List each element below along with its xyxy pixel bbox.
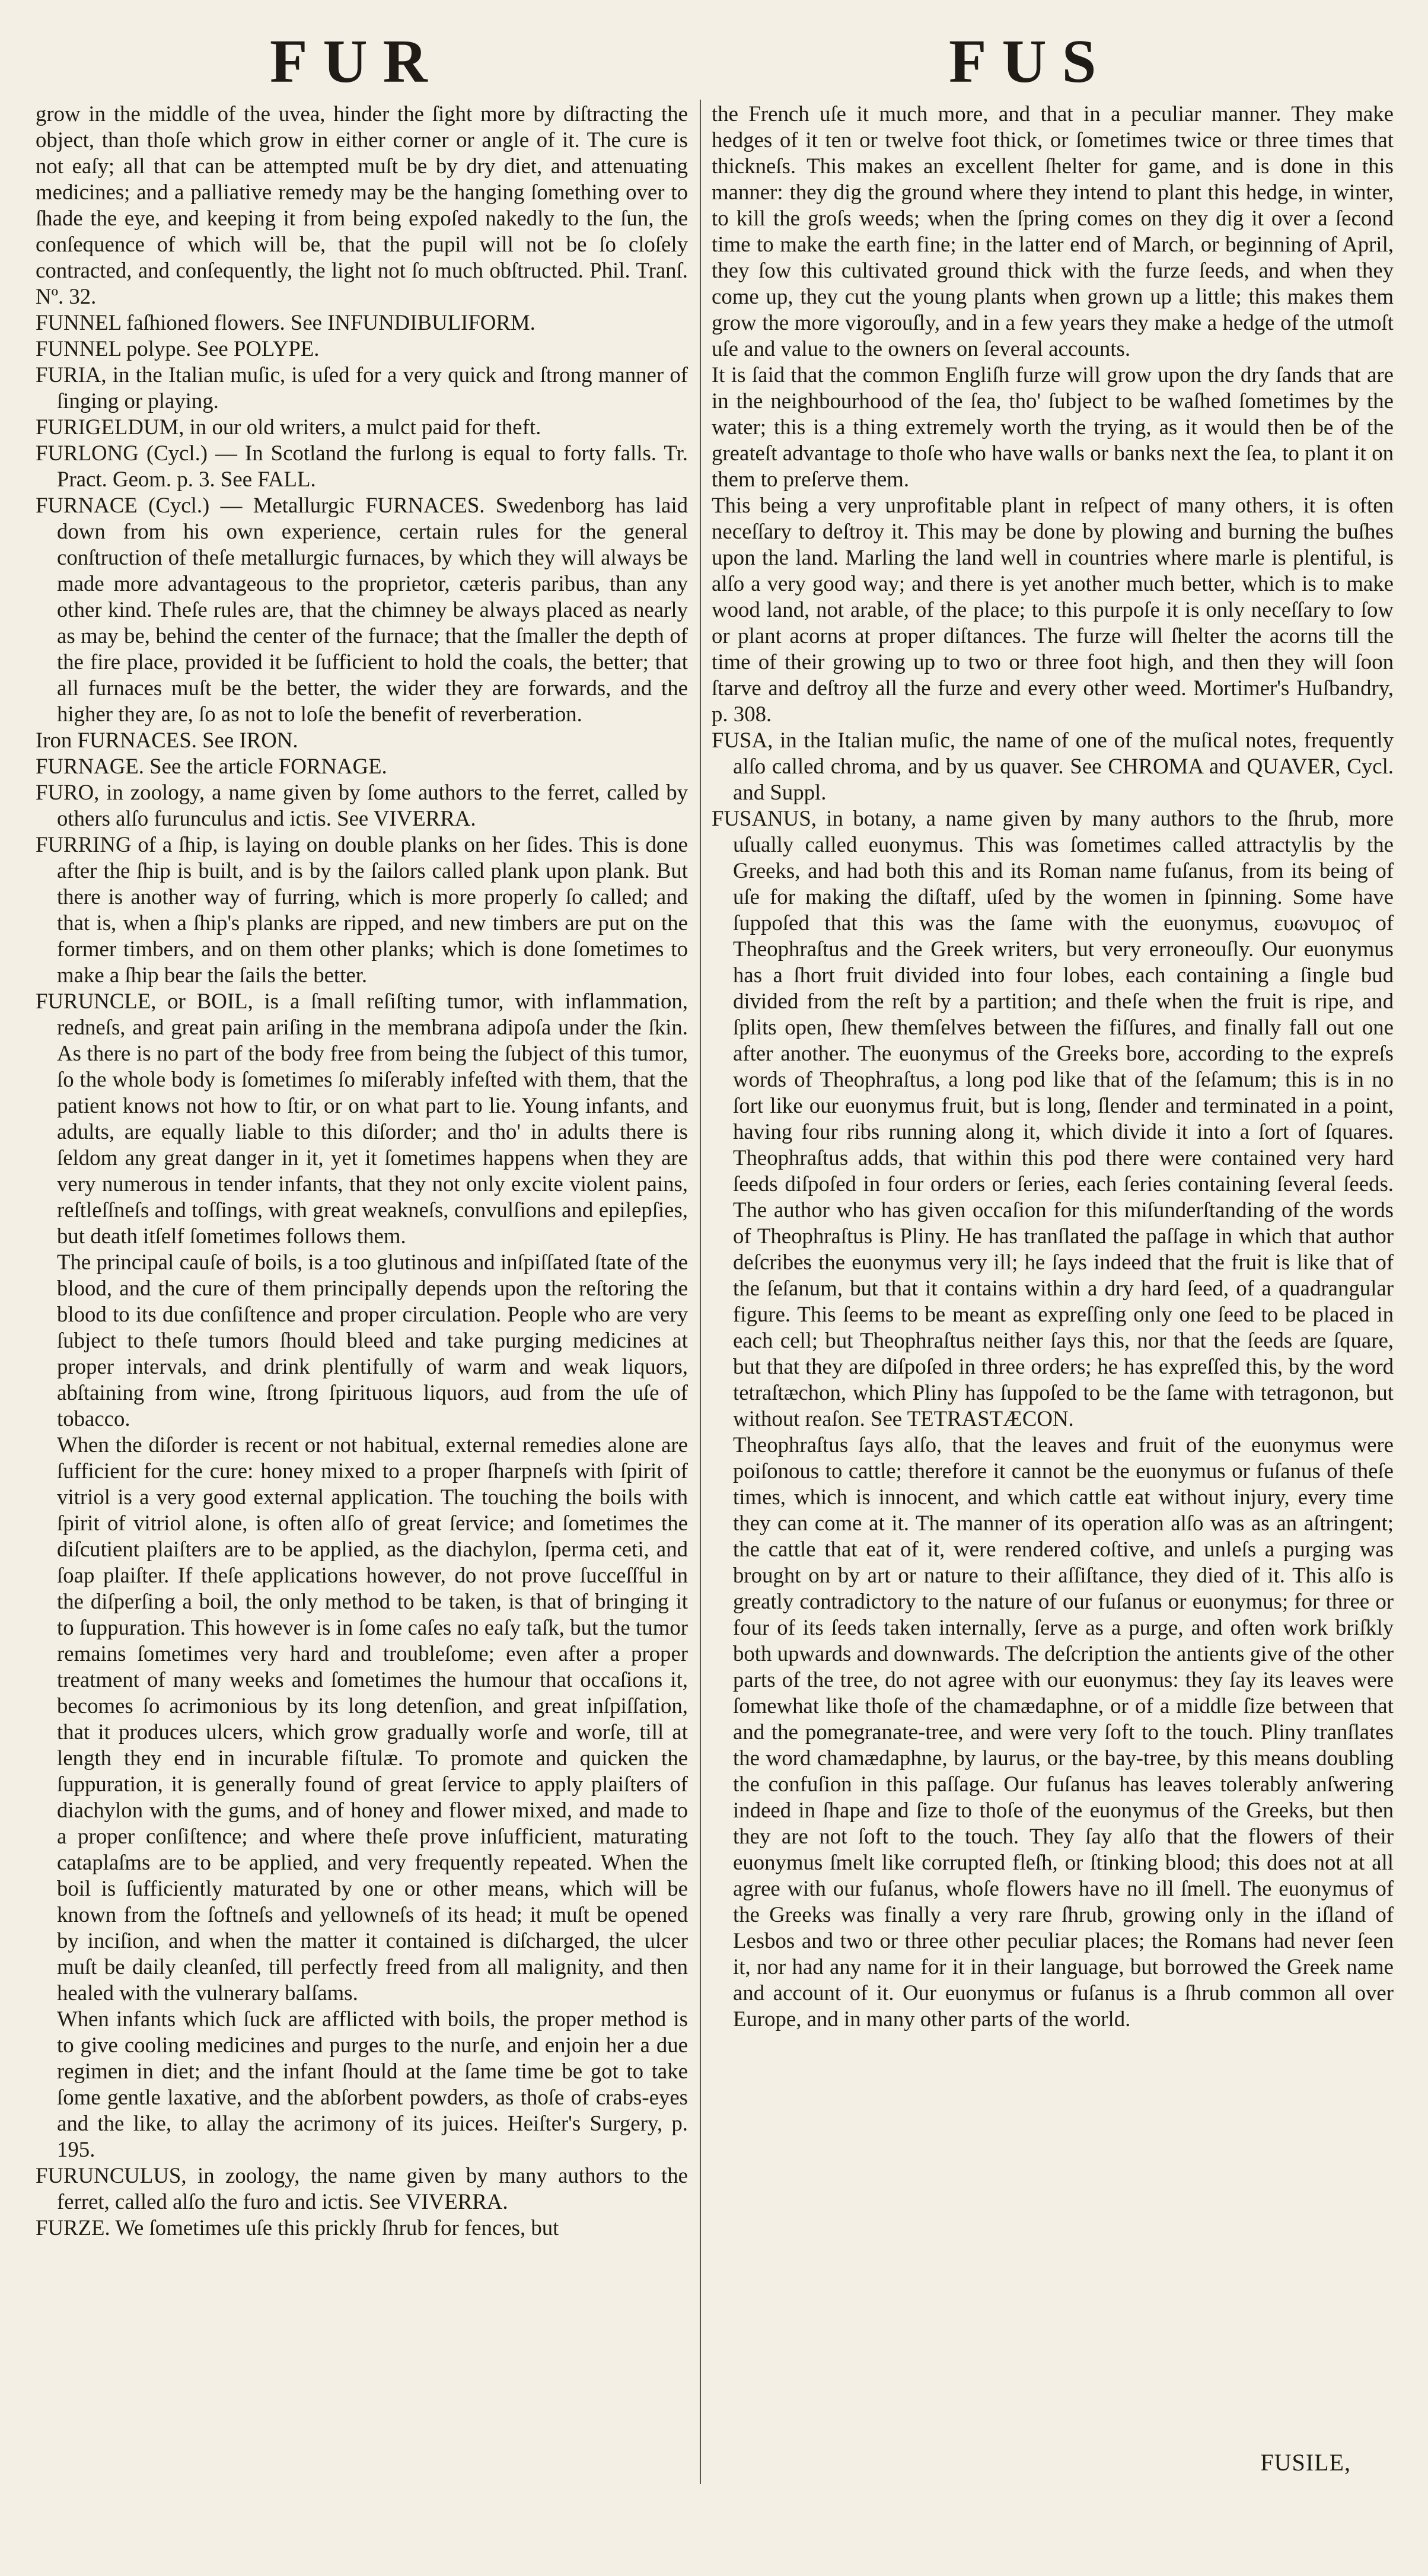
right-column	[712, 101, 1394, 2032]
paragraph: When infants which ſuck are afflicted with boils, the proper method is to give cooling medicines and purges to the nurſe, and enjoin her a due regimen in diet; and the infant ſhould at the ſame time be got to take ſome gentle laxative, and the abſorbent powders, as thoſe of crabs-eyes and the like, to allay the acrimony of its juices. Heiſter's Surgery, p. 195.	[57, 2007, 688, 2161]
entry-furlong: FURLONG (Cycl.) — In Scotland the furlong is equal to forty falls. Tr. Pract. Geom. p. 3. See FALL.	[36, 441, 688, 491]
entry-furuncle: FURUNCLE, or BOIL, is a ſmall reſiſting tumor, with inflammation, redneſs, and great pain ariſing in the membrana adipoſa under the ſkin. As there is no part of the body free from being the ſubject of this tumor, ſo the whole body is ſometimes ſo miſerably infeſted with them, that the patient knows not how to ſtir, or on what part to lie. Young infants, and adults, are equally liable to this diſorder; and tho' in adults there is ſeldom any great danger in it, yet it ſometimes happens when they are very numerous in tender infants, that they not only excite violent pains, reſtleſſneſs and toſſings, with great weakneſs, convulſions and epilepſies, but death itſelf ſometimes follows them.	[36, 989, 688, 1248]
entry-furnace: FURNACE (Cycl.) — Metallurgic FURNACES. Swedenborg has laid down from his own experience, certain rules for the general conſtruction of theſe metallurgic furnaces, by which they will always be made more advantageous to the proprietor, cæteris paribus, than any other kind. Theſe rules are, that the chimney be always placed as nearly as may be, behind the center of the furnace; that the ſmaller the depth of the fire place, provided it be ſufficient to hold the coals, the better; that all furnaces muſt be the better, the wider they are forwards, and the higher they are, ſo as not to loſe the benefit of reverberation.	[36, 493, 688, 726]
entry-funnel-polype: FUNNEL polype. See POLYPE.	[36, 336, 320, 361]
paragraph: When the diſorder is recent or not habitual, external remedies alone are ſufficient for the cure: honey mixed to a proper ſharpneſs with ſpirit of vitriol is a very good external application. The touching the boils with ſpirit of vitriol alone, is often alſo of great ſervice; and ſometimes the diſcutient plaiſters are to be applied, as the diachylon, ſperma ceti, and ſoap plaiſter. If theſe applications however, do not prove ſucceſſful in the diſperſing a boil, the only method to be taken, is that of bringing it to ſuppuration. This however is in ſome caſes no eaſy taſk, but the tumor remains ſometimes very hard and troubleſome; even after a proper treatment of many weeks and ſometimes the humour that occaſions it, becomes ſo acrimonious by its long detenſion, and great inſpiſſation, that it produces ulcers, which grow gradually worſe and worſe, till at length they end in incurable fiſtulæ. To promote and quicken the ſuppuration, it is generally found of great ſervice to apply plaiſters of diachylon with the gums, and of honey and flower mixed, and made to a proper conſiſtence; and where theſe prove inſufficient, maturating cataplaſms are to be applied, and very frequently repeated. When the boil is ſufficiently maturated by one or other means, which will be known from the ſoftneſs and yellowneſs of its head; it muſt be opened by inciſion, and when the matter it contained is diſcharged, the ulcer muſt be daily cleanſed, till perfectly freed from all malignity, and then healed with the vulnerary balſams.	[57, 1432, 688, 2005]
continued-paragraph: grow in the middle of the uvea, hinder the ſight more by diſtracting the object, than thoſe which grow in either corner or angle of it. The cure is not eaſy; all that can be attempted muſt be by dry diet, and attenuating medicines; and a palliative remedy may be the hanging ſomething over to ſhade the eye, and keeping it from being expoſed nakedly to the ſun, the conſequence of which will be, that the pupil will not be ſo cloſely contracted, and conſequently, the light not ſo much obſtructed. Phil. Tranſ. Nº. 32.	[36, 101, 688, 308]
paragraph: It is ſaid that the common Engliſh furze will grow upon the dry ſands that are in the neighbourhood of the ſea, tho' ſubject to be waſhed ſometimes by the water; this is a thing extremely worth the trying, as it would then be of the greateſt advantage to thoſe who have walls or banks next the ſea, to plant it on them to preſerve them.	[712, 362, 1394, 491]
catchword: FUSILE,	[1260, 2449, 1351, 2476]
entry-furo: FURO, in zoology, a name given by ſome authors to the ferret, called by others alſo furunculus and ictis. See VIVERRA.	[36, 780, 688, 830]
entry-furnage: FURNAGE. See the article FORNAGE.	[36, 754, 387, 778]
paragraph: This being a very unprofitable plant in reſpect of many others, it is often neceſſary to deſtroy it. This may be done by plowing and burning the buſhes upon the land. Marling the land well in countries where marle is plentiful, is alſo a very good way; and there is yet another much better, which is to make wood land, not arable, of the place; to this purpoſe it is only neceſſary to ſow or plant acorns at proper diſtances. The furze will ſhelter the acorns till the time of their growing up to two or three foot high, and then they will ſoon ſtarve and deſtroy all the furze and every other weed. Mortimer's Huſbandry, p. 308.	[712, 493, 1394, 726]
left-column	[36, 101, 688, 2241]
entry-furring: FURRING of a ſhip, is laying on double planks on her ſides. This is done after the ſhip is built, and is by the ſailors called plank upon plank. But there is another way of furring, which is more properly ſo called; and that is, when a ſhip's planks are ripped, and new timbers are put on the former timbers, and on them other planks; which is done ſometimes to make a ſhip bear the ſails the better.	[36, 832, 688, 987]
running-head-left: FUR	[270, 27, 443, 95]
entry-furia: FURIA, in the Italian muſic, is uſed for a very quick and ſtrong manner of ſinging or playing.	[36, 362, 688, 413]
column-rule	[700, 100, 701, 2484]
running-head-right: FUS	[949, 27, 1112, 95]
entry-funnel-flowers: FUNNEL faſhioned flowers. See INFUNDIBULIFORM.	[36, 310, 536, 335]
entry-furigeldum: FURIGELDUM, in our old writers, a mulct paid for theft.	[36, 415, 541, 439]
continued-paragraph: the French uſe it much more, and that in a peculiar manner. They make hedges of it ten or twelve foot thick, or ſometimes twice or three times that thickneſs. This makes an excellent ſhelter for game, and is done in this manner: they dig the ground where they intend to plant this hedge, in winter, to kill the groſs weeds; when the ſpring comes on they dig it over a ſecond time to make the earth fine; in the latter end of March, or beginning of April, they ſow this cultivated ground thick with the furze ſeeds, and when they come up, they cut the young plants when grown up a little; this makes them grow the more vigorouſly, and in a few years they make a hedge of the utmoſt uſe and value to the owners on ſeveral accounts.	[712, 101, 1394, 361]
paragraph: The principal cauſe of boils, is a too glutinous and inſpiſſated ſtate of the blood, and the cure of them principally depends upon the reſtoring the blood to its due conſiſtence and proper circulation. People who are very ſubject to theſe tumors ſhould bleed and take purging medicines at proper intervals, and drink plentifully of warm and weak liquors, abſtaining from wine, ſtrong ſpirituous liquors, aud from the uſe of tobacco.	[57, 1250, 688, 1431]
entry-iron-furnaces: Iron FURNACES. See IRON.	[36, 728, 298, 752]
entry-furunculus: FURUNCULUS, in zoology, the name given by many authors to the ferret, called alſo the furo and ictis. See VIVERRA.	[36, 2163, 688, 2214]
entry-furze: FURZE. We ſometimes uſe this prickly ſhrub for fences, but	[36, 2215, 559, 2240]
paragraph: Theophraſtus ſays alſo, that the leaves and fruit of the euonymus were poiſonous to cattle; therefore it cannot be the euonymus or fuſanus of theſe times, which is innocent, and which cattle eat without injury, every time they can come at it. The manner of its operation alſo was as an aſtringent; the cattle that eat of it, were rendered coſtive, and unleſs a purging was brought on by art or nature to their aſſiſtance, they died of it. This alſo is greatly contradictory to the nature of our fuſanus or euonymus; for three or four of its ſeeds taken internally, ſerve as a purge, and often work briſkly both upwards and downwards. The deſcription the antients give of the other parts of the tree, do not agree with our euonymus: they ſay its leaves were ſomewhat like thoſe of the chamædaphne, or of a middle ſize between that and the pomegranate-tree, and were very ſoft to the touch. Pliny tranſlates the word chamædaphne, by laurus, or the bay-tree, by this means doubling the confuſion in this paſſage. Our fuſanus has leaves tolerably anſwering indeed in ſhape and ſize to thoſe of the euonymus of the Greeks, but then they are not ſoft to the touch. They ſay alſo that the flowers of their euonymus ſmelt like corrupted fleſh, or ſtinking blood; this does not at all agree with our fuſanus, whoſe flowers have no ill ſmell. The euonymus of the Greeks was finally a very rare ſhrub, growing only in the iſland of Lesbos and two or three other peculiar places; the Romans had never ſeen it, nor had any name for it in their language, but borrowed the Greek name and account of it. Our euonymus or fuſanus is a ſhrub common all over Europe, and in many other parts of the world.	[733, 1432, 1394, 2031]
entry-fusanus: FUSANUS, in botany, a name given by many authors to the ſhrub, more uſually called euonymus. This was ſometimes called attractylis by the Greeks, and had both this and its Roman name fuſanus, from its being of uſe for making the diſtaff, uſed by the women in ſpinning. Some have ſuppoſed that this was the ſame with the euonymus, ευωνυμος of Theophraſtus and the Greek writers, but very erroneouſly. Our euonymus has a ſhort fruit divided into four lobes, each containing a ſingle bud divided from the reſt by a partition; and theſe when the fruit is ripe, and ſplits open, ſhew themſelves between the fiſſures, and finally fall out one after another. The euonymus of the Greeks bore, according to the expreſs words of Theophraſtus, a long pod like that of the ſeſamum; this is in no ſort like our euonymus fruit, but is long, ſlender and terminated in a point, having four ribs running along it, which divide it into a ſort of ſquares. Theophraſtus adds, that within this pod there were contained very hard ſeeds diſpoſed in four orders or ſeries, each ſeries containing ſeveral ſeeds. The author who has given occaſion for this miſunderſtanding of the words of Theophraſtus is Pliny. He has tranſlated the paſſage in which that author deſcribes the euonymus very ill; he ſays indeed that the fruit is like that of the ſeſanum, but that it contains within a dry hard ſeed, of a quadrangular figure. This ſeems to be meant as expreſſing only one ſeed to be placed in each cell; but Theophraſtus neither ſays this, nor that the ſeeds are ſquare, but that they are diſpoſed in three orders; he has expreſſed this, by the word tetraſtæchon, which Pliny has ſuppoſed to be the ſame with tetragonon, but without reaſon. See TETRASTÆCON.	[712, 806, 1394, 1431]
entry-fusa: FUSA, in the Italian muſic, the name of one of the muſical notes, frequently alſo called chroma, and by us quaver. See CHROMA and QUAVER, Cycl. and Suppl.	[712, 728, 1394, 804]
